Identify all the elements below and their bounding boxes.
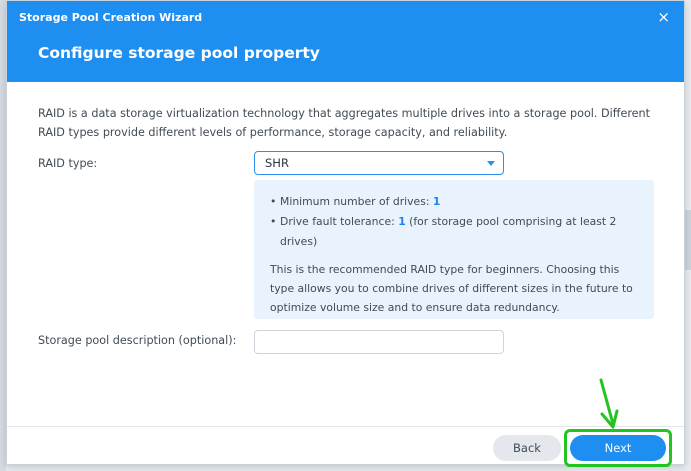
raid-type-label: RAID type: — [38, 157, 98, 170]
min-drives-label: Minimum number of drives: — [280, 195, 430, 208]
raid-type-select[interactable] — [254, 151, 504, 175]
raid-info-box — [254, 180, 654, 319]
chevron-down-icon — [487, 161, 495, 166]
dialog-header — [7, 1, 684, 82]
close-icon[interactable]: × — [657, 8, 670, 26]
background-window-edge — [685, 210, 691, 270]
pool-description-input[interactable] — [254, 330, 504, 354]
fault-tolerance-value: 1 — [398, 215, 406, 228]
window-title: Storage Pool Creation Wizard — [19, 11, 203, 24]
raid-recommendation: This is the recommended RAID type for beginners. Choosing this type allows you to combine drives of different sizes in the future to optimize volume size and to ensure data redundancy. — [270, 263, 633, 314]
raid-type-value: SHR — [265, 156, 289, 170]
list-item — [270, 192, 640, 212]
back-button[interactable]: Back — [493, 435, 561, 461]
raid-info-list — [270, 192, 640, 252]
step-title: Configure storage pool property — [38, 44, 320, 62]
next-button-highlight — [564, 429, 672, 467]
next-button[interactable]: Next — [570, 435, 666, 461]
raid-description: RAID is a data storage virtualization technology that aggregates multiple drives into a storage pool. Different RAID types provide different levels of performance, storage capacity, and reliability. — [38, 107, 651, 139]
list-item — [270, 212, 640, 252]
fault-tolerance-label: Drive fault tolerance: — [280, 215, 395, 228]
fault-tolerance-note: (for storage pool comprising at least 2 drives) — [280, 215, 617, 248]
min-drives-value: 1 — [432, 195, 441, 208]
footer-divider — [7, 426, 684, 427]
wizard-dialog — [6, 0, 685, 465]
pool-description-label: Storage pool description (optional): — [38, 334, 237, 347]
